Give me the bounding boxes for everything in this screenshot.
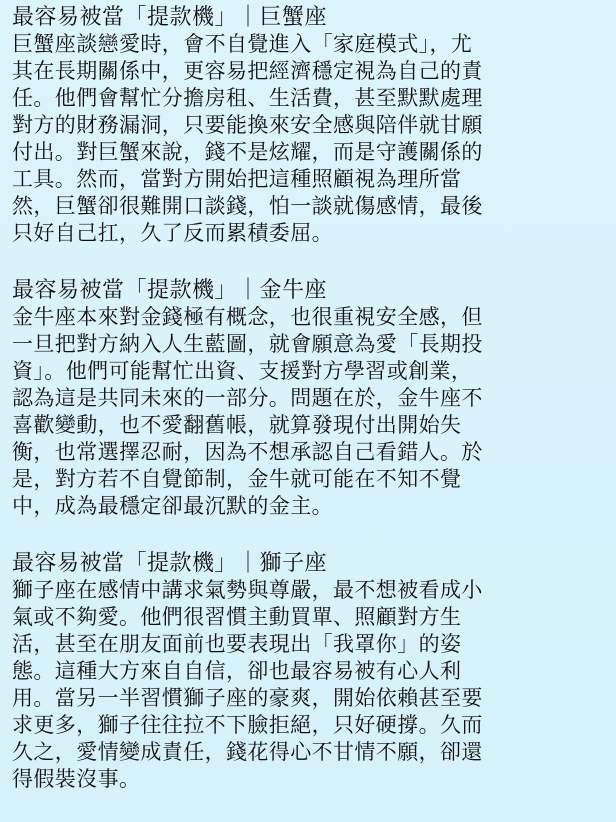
text-line: 喜歡變動，也不愛翻舊帳，就算發現付出開始失	[12, 413, 462, 437]
text-line: 付出。對巨蟹來說，錢不是炫耀，而是守護關係的	[12, 140, 483, 164]
section-taurus	[12, 277, 608, 520]
text-line: 是，對方若不自覺節制，金牛就可能在不知不覺	[12, 467, 462, 491]
text-line: 中，成為最穩定卻最沉默的金主。	[12, 494, 333, 518]
text-line: 任。他們會幫忙分擔房租、生活費，甚至默默處理	[12, 86, 483, 110]
text-line: 金牛座本來對金錢極有概念，也很重視安全感，但	[12, 305, 483, 329]
text-line: 一旦把對方納入人生藍圖，就會願意為愛「長期投	[12, 332, 483, 356]
text-line: 只好自己扛，久了反而累積委屈。	[12, 221, 333, 245]
section-heading: 最容易被當「提款機」｜金牛座	[12, 278, 328, 303]
text-line: 態。這種大方來自自信，卻也最容易被有心人利	[12, 659, 462, 683]
text-line: 巨蟹座談戀愛時，會不自覺進入「家庭模式」，尤	[12, 32, 473, 56]
text-line: 其在長期關係中，更容易把經濟穩定視為自己的責	[12, 59, 483, 83]
text-line: 資」。他們可能幫忙出資、支援對方學習或創業，	[12, 359, 473, 383]
text-line: 氣或不夠愛。他們很習慣主動買單、照顧對方生	[12, 605, 462, 629]
text-line: 用。當另一半習慣獅子座的豪爽，開始依賴甚至要	[12, 686, 483, 710]
text-line: 獅子座在感情中講求氣勢與尊嚴，最不想被看成小	[12, 578, 483, 602]
text-line: 活，甚至在朋友面前也要表現出「我罩你」的姿	[12, 632, 462, 656]
section-heading: 最容易被當「提款機」｜巨蟹座	[12, 5, 328, 30]
section-cancer	[12, 4, 608, 247]
text-line: 工具。然而，當對方開始把這種照顧視為理所當	[12, 167, 462, 191]
text-line: 然，巨蟹卻很難開口談錢，怕一談就傷感情，最後	[12, 194, 483, 218]
text-line: 久之，愛情變成責任，錢花得心不甘情不願，卻還	[12, 740, 483, 764]
text-line: 認為這是共同未來的一部分。問題在於，金牛座不	[12, 386, 483, 410]
text-line: 衡，也常選擇忍耐，因為不想承認自己看錯人。於	[12, 440, 483, 464]
text-line: 得假裝沒事。	[12, 767, 141, 791]
text-line: 求更多，獅子往往拉不下臉拒絕，只好硬撐。久而	[12, 713, 483, 737]
section-leo	[12, 550, 608, 793]
section-heading: 最容易被當「提款機」｜獅子座	[12, 551, 328, 576]
text-line: 對方的財務漏洞，只要能換來安全感與陪伴就甘願	[12, 113, 483, 137]
